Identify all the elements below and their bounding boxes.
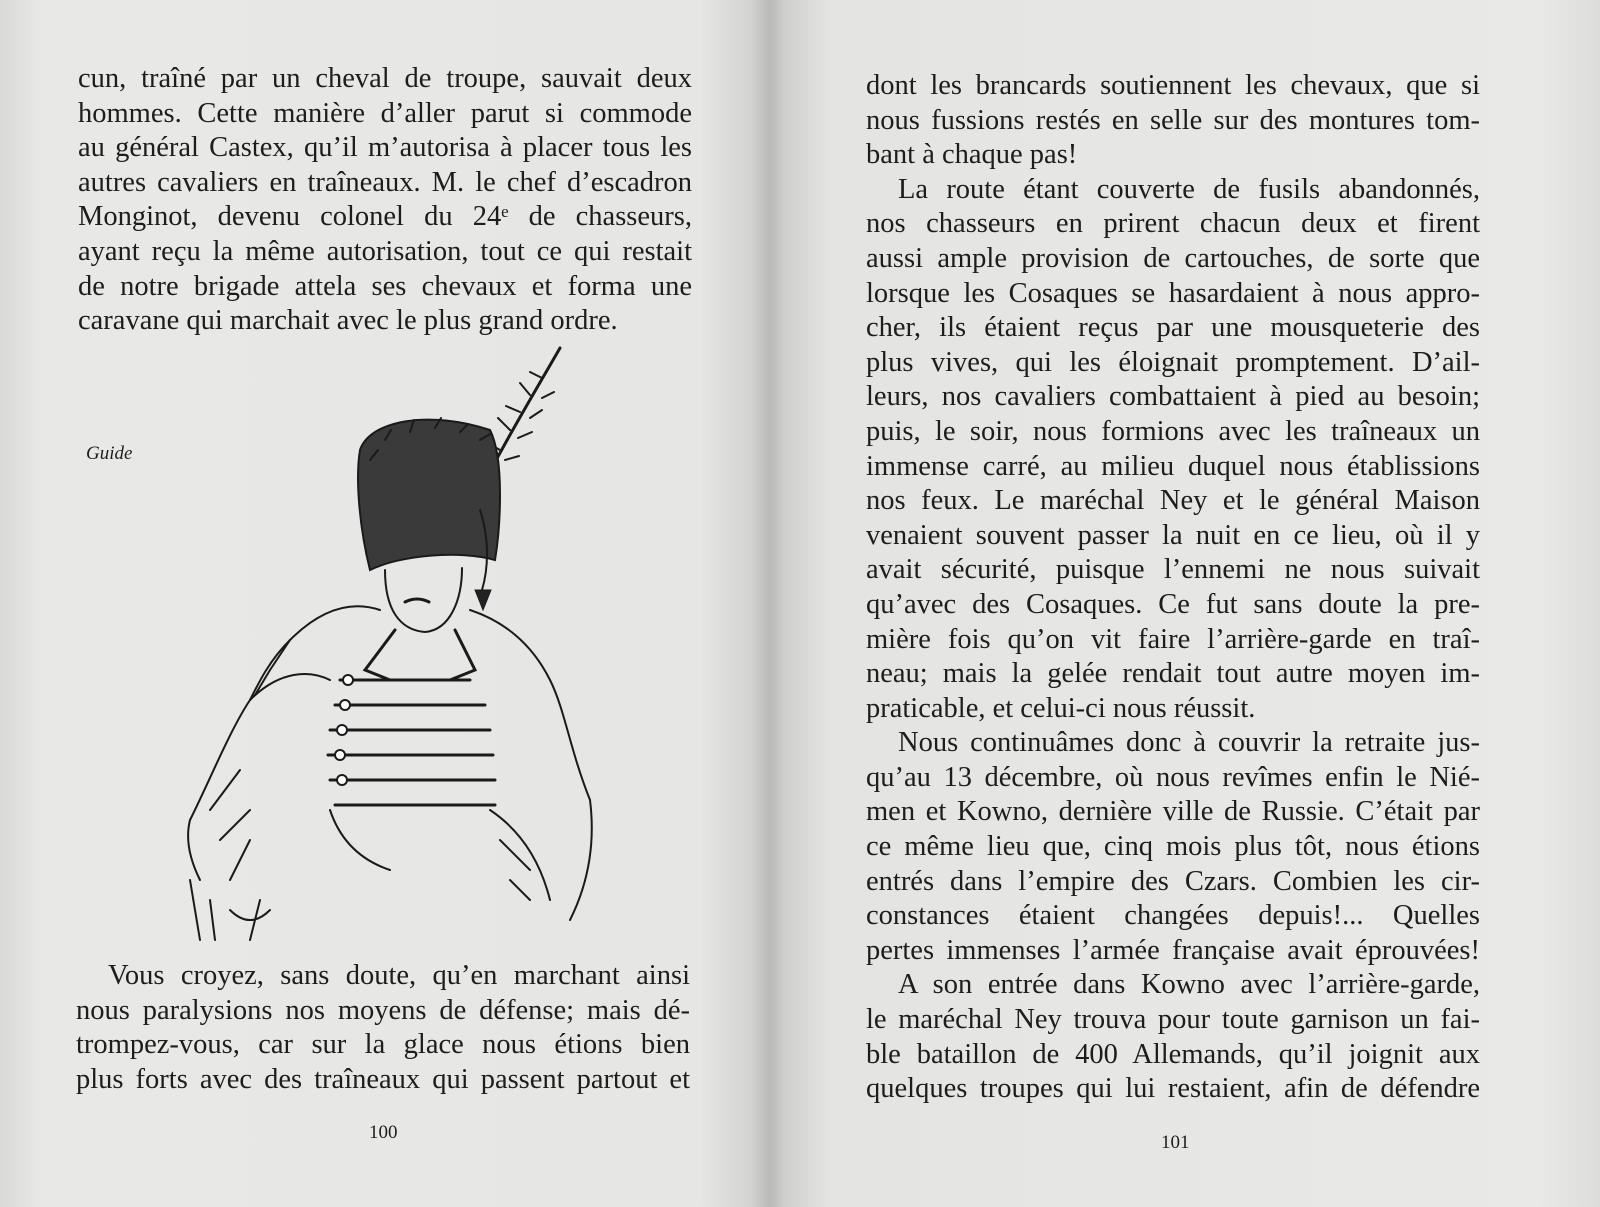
text-line: nous fussions restés en selle sur des montures tom- bbox=[866, 104, 1480, 136]
text-line: entrés dans l’empire des Czars. Combien les cir- bbox=[866, 865, 1480, 897]
page-number-left: 100 bbox=[369, 1122, 398, 1143]
text-line: puis, le soir, nous formions avec les traîneaux un bbox=[866, 415, 1480, 447]
text-line: qu’avec des Cosaques. Ce fut sans doute la pre- bbox=[866, 588, 1480, 620]
text-line: quelques troupes qui lui restaient, afin de défendre bbox=[866, 1073, 1480, 1105]
text-line: autres cavaliers en traîneaux. M. le chef d’escadron bbox=[78, 166, 692, 198]
text-line: le maréchal Ney trouva pour toute garnison un fai- bbox=[866, 1004, 1480, 1036]
text-line: avait sécurité, puisque l’ennemi ne nous suivait bbox=[866, 554, 1480, 586]
text-line: ble bataillon de 400 Allemands, qu’il joignit aux bbox=[866, 1038, 1480, 1070]
illustration-caption: Guide bbox=[86, 443, 133, 464]
text-line: immense carré, au milieu duquel nous établissions bbox=[866, 450, 1480, 482]
text-line: Monginot, devenu colonel du 24ᵉ de chasseurs, bbox=[78, 201, 692, 233]
text-line: nos chasseurs en prirent chacun deux et firent bbox=[866, 208, 1480, 240]
page-number-right: 101 bbox=[1161, 1132, 1190, 1153]
left-page-text-top bbox=[78, 62, 692, 339]
text-line: qu’au 13 décembre, où nous revîmes enfin le Nié- bbox=[866, 761, 1480, 793]
text-line: cher, ils étaient reçus par une mousqueterie des bbox=[866, 312, 1480, 344]
guide-soldier-illustration bbox=[170, 340, 600, 960]
left-page-text-bottom bbox=[76, 959, 690, 1097]
text-line: au général Castex, qu’il m’autorisa à placer tous les bbox=[78, 132, 692, 164]
text-line: caravane qui marchait avec le plus grand ordre. bbox=[78, 305, 618, 337]
text-line: de notre brigade attela ses chevaux et forma une bbox=[78, 270, 692, 302]
text-line: nos feux. Le maréchal Ney et le général Maison bbox=[866, 485, 1480, 517]
text-line: plus forts avec des traîneaux qui passent partout et bbox=[76, 1063, 690, 1095]
text-line: pertes immenses l’armée française avait éprouvées! bbox=[866, 934, 1480, 966]
text-line: cun, traîné par un cheval de troupe, sauvait deux bbox=[78, 63, 692, 94]
text-line: Nous continuâmes donc à couvrir la retraite jus- bbox=[898, 727, 1480, 759]
text-line: praticable, et celui-ci nous réussit. bbox=[866, 692, 1256, 724]
text-line: constances étaient changées depuis!... Quelles bbox=[866, 900, 1480, 932]
text-line: neau; mais la gelée rendait tout autre moyen im- bbox=[866, 658, 1480, 690]
right-page-text bbox=[866, 69, 1480, 1107]
text-line: hommes. Cette manière d’aller parut si commode bbox=[78, 97, 692, 129]
text-line: trompez-vous, car sur la glace nous étions bien bbox=[76, 1029, 690, 1061]
text-line: ayant reçu la même autorisation, tout ce qui restait bbox=[78, 235, 692, 267]
text-line: nous paralysions nos moyens de défense; mais dé- bbox=[76, 994, 690, 1026]
text-line: venaient souvent passer la nuit en ce lieu, où il y bbox=[866, 519, 1480, 551]
text-line: La route étant couverte de fusils abandonnés, bbox=[898, 173, 1480, 205]
text-line: men et Kowno, dernière ville de Russie. C’était par bbox=[866, 796, 1480, 828]
text-line: Vous croyez, sans doute, qu’en marchant ainsi bbox=[108, 960, 690, 991]
text-line: A son entrée dans Kowno avec l’arrière-garde, bbox=[898, 969, 1480, 1001]
text-line: plus vives, qui les éloignait promptement. D’ail- bbox=[866, 346, 1480, 378]
text-line: lorsque les Cosaques se hasardaient à nous appro- bbox=[866, 277, 1480, 309]
text-line: ce même lieu que, cinq mois plus tôt, nous étions bbox=[866, 831, 1480, 863]
text-line: leurs, nos cavaliers combattaient à pied au besoin; bbox=[866, 381, 1480, 413]
text-line: aussi ample provision de cartouches, de sorte que bbox=[866, 242, 1480, 274]
text-line: bant à chaque pas! bbox=[866, 139, 1078, 171]
text-line: mière fois qu’on vit faire l’arrière-garde en traî- bbox=[866, 623, 1480, 655]
text-line: dont les brancards soutiennent les chevaux, que si bbox=[866, 70, 1480, 101]
